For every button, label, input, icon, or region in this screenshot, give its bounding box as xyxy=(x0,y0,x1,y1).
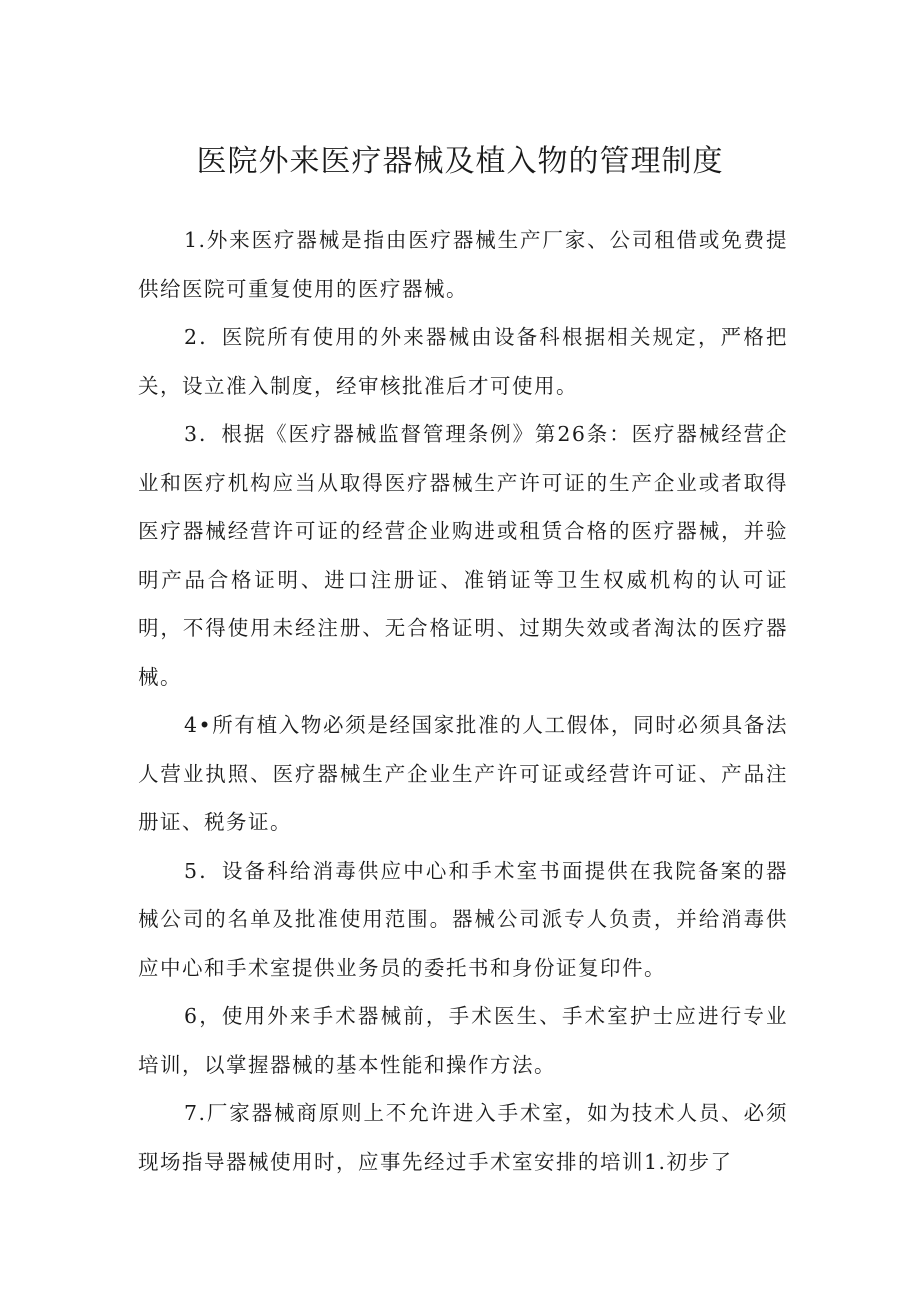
paragraph-3: 3．根据《医疗器械监督管理条例》第26条：医疗器械经营企业和医疗机构应当从取得医疗器械生产许可证的生产企业或者取得医疗器械经营许可证的经营企业购进或租赁合格的医疗器械，并验明产品合格证明、进口注册证、准销证等卫生权威机构的认可证明，不得使用未经注册、无合格证明、过期失效或者淘汰的医疗器械。 xyxy=(138,422,788,689)
paragraph-5: 5．设备科给消毒供应中心和手术室书面提供在我院备案的器械公司的名单及批准使用范围。器械公司派专人负责，并给消毒供应中心和手术室提供业务员的委托书和身份证复印件。 xyxy=(138,858,788,980)
paragraph-4: 4•所有植入物必须是经国家批准的人工假体，同时必须具备法人营业执照、医疗器械生产企业生产许可证或经营许可证、产品注册证、税务证。 xyxy=(138,713,788,834)
paragraph-7: 7.厂家器械商原则上不允许进入手术室，如为技术人员、必须现场指导器械使用时，应事先经过手术室安排的培训1.初步了 xyxy=(138,1101,788,1174)
document-title: 医院外来医疗器械及植入物的管理制度 xyxy=(196,144,724,179)
paragraph-1: 1.外来医疗器械是指由医疗器械生产厂家、公司租借或免费提供给医院可重复使用的医疗器械。 xyxy=(138,228,788,301)
document-body xyxy=(138,216,788,1186)
paragraph-6: 6，使用外来手术器械前，手术医生、手术室护士应进行专业培训，以掌握器械的基本性能和操作方法。 xyxy=(138,1004,788,1077)
paragraph-2: 2．医院所有使用的外来器械由设备科根据相关规定，严格把关，设立准入制度，经审核批准后才可使用。 xyxy=(138,325,788,398)
